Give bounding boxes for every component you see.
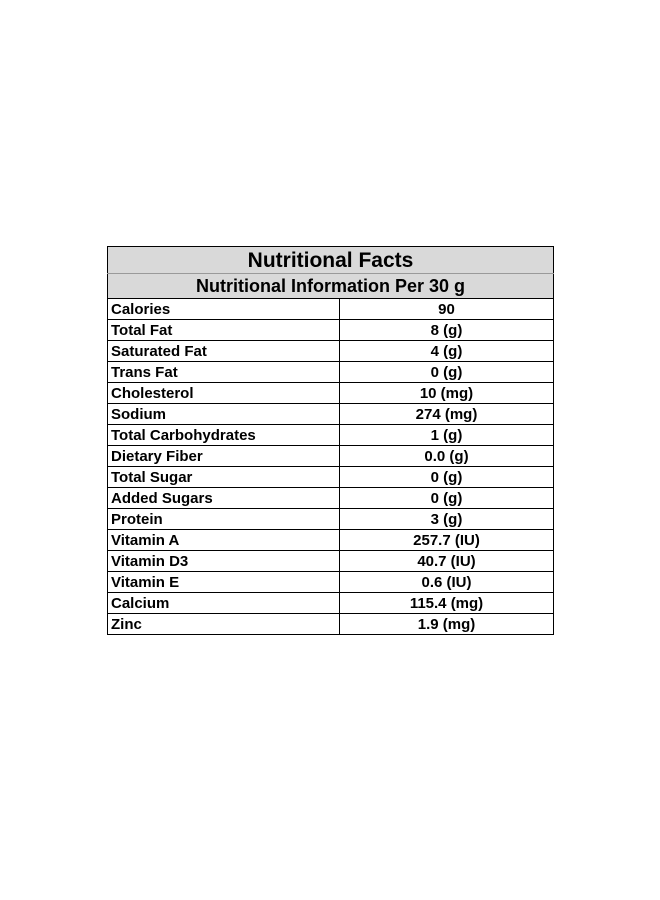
table-row (108, 320, 554, 341)
nutrient-label: Calcium (108, 593, 340, 614)
table-title: Nutritional Facts (108, 247, 554, 274)
nutrient-value: 0.6 (IU) (340, 572, 554, 593)
nutrient-label: Cholesterol (108, 383, 340, 404)
table-row (108, 446, 554, 467)
nutrient-label: Dietary Fiber (108, 446, 340, 467)
nutrient-label: Vitamin A (108, 530, 340, 551)
nutrient-label: Total Carbohydrates (108, 425, 340, 446)
nutrient-value: 257.7 (IU) (340, 530, 554, 551)
nutrient-label: Vitamin E (108, 572, 340, 593)
nutrient-value: 3 (g) (340, 509, 554, 530)
nutrient-value: 1.9 (mg) (340, 614, 554, 635)
nutrient-label: Protein (108, 509, 340, 530)
nutrient-value: 4 (g) (340, 341, 554, 362)
subtitle-row (108, 274, 554, 299)
nutrient-label: Vitamin D3 (108, 551, 340, 572)
nutrient-value: 274 (mg) (340, 404, 554, 425)
table-row (108, 572, 554, 593)
table-row (108, 593, 554, 614)
table-row (108, 614, 554, 635)
table-row (108, 383, 554, 404)
title-row (108, 247, 554, 274)
table-row (108, 488, 554, 509)
nutrient-value: 90 (340, 299, 554, 320)
nutrient-label: Sodium (108, 404, 340, 425)
nutrient-value: 0 (g) (340, 488, 554, 509)
table-row (108, 362, 554, 383)
table-row (108, 530, 554, 551)
nutrient-value: 40.7 (IU) (340, 551, 554, 572)
nutrient-value: 0.0 (g) (340, 446, 554, 467)
nutrition-facts-table (107, 246, 554, 635)
table-row (108, 551, 554, 572)
nutrient-label: Trans Fat (108, 362, 340, 383)
nutrient-value: 1 (g) (340, 425, 554, 446)
table-row (108, 509, 554, 530)
table-row (108, 341, 554, 362)
nutrient-value: 0 (g) (340, 467, 554, 488)
table-row (108, 299, 554, 320)
nutrient-value: 0 (g) (340, 362, 554, 383)
nutrient-label: Zinc (108, 614, 340, 635)
nutrient-value: 10 (mg) (340, 383, 554, 404)
table-subtitle: Nutritional Information Per 30 g (108, 274, 554, 299)
nutrient-label: Total Fat (108, 320, 340, 341)
table-row (108, 467, 554, 488)
nutrient-value: 8 (g) (340, 320, 554, 341)
nutrient-value: 115.4 (mg) (340, 593, 554, 614)
nutrient-label: Added Sugars (108, 488, 340, 509)
nutrient-label: Calories (108, 299, 340, 320)
table-row (108, 404, 554, 425)
nutrient-label: Total Sugar (108, 467, 340, 488)
table-row (108, 425, 554, 446)
nutrient-label: Saturated Fat (108, 341, 340, 362)
